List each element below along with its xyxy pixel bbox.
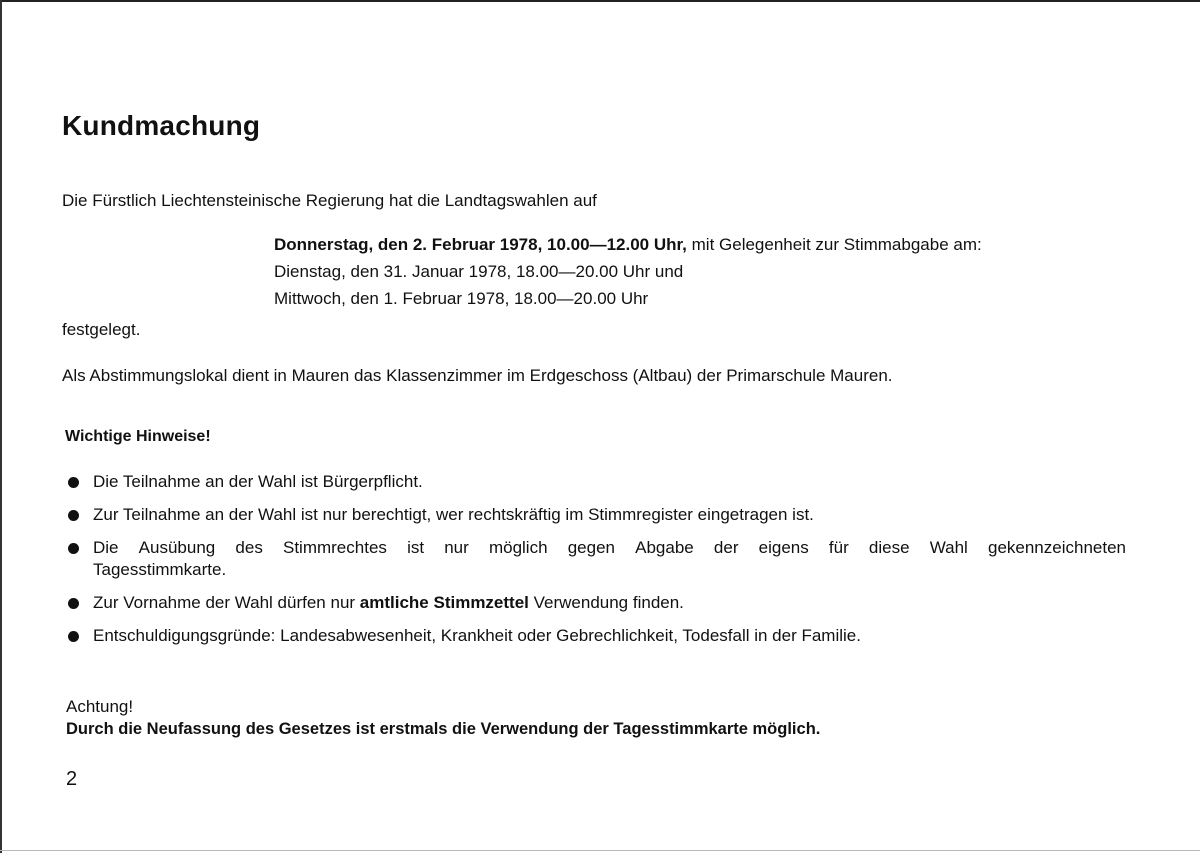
hint-item (66, 625, 1126, 647)
scan-edge-top (0, 0, 1200, 2)
bullet-dot-icon (68, 598, 79, 609)
attention-label: Achtung! (66, 697, 134, 716)
festgelegt-text: festgelegt. (62, 320, 141, 339)
scan-edge-left (0, 0, 2, 853)
hint-emphasis: amtliche Stimmzettel (359, 593, 529, 612)
hint-text-continued: Tagesstimmkarte. (93, 560, 227, 579)
polling-location-paragraph: Als Abstimmungslokal dient in Mauren das Klassenzimmer im Erdgeschoss (Altbau) der Primarschule Mauren. (62, 366, 893, 385)
scan-edge-bottom (0, 850, 1200, 851)
hint-item (66, 504, 1126, 526)
hint-text: Entschuldigungsgründe: Landesabwesenheit, Krankheit oder Gebrechlichkeit, Todesfall in der Familie. (93, 626, 861, 645)
bullet-dot-icon (68, 477, 79, 488)
hint-item (66, 537, 1126, 581)
early-vote-date-2: Mittwoch, den 1. Februar 1978, 18.00—20.00 Uhr (274, 289, 649, 308)
hint-text: Zur Vornahme der Wahl dürfen nur (93, 593, 360, 612)
page-number: 2 (66, 768, 78, 790)
document-title: Kundmachung (62, 110, 261, 141)
attention-notice: Durch die Neufassung des Gesetzes ist erstmals die Verwendung der Tagesstimmkarte möglich. (66, 720, 821, 738)
hint-item (66, 471, 1126, 493)
hint-text: Die Teilnahme an der Wahl ist Bürgerpflicht. (93, 472, 423, 491)
hint-text-justified: Die Ausübung des Stimmrechtes ist nur möglich gegen Abgabe der eigens für diese Wahl gekennzeichneten (93, 538, 1126, 557)
hint-text-tail: Verwendung finden. (528, 593, 684, 612)
election-date-rest: mit Gelegenheit zur Stimmabgabe am: (686, 235, 982, 254)
bullet-dot-icon (68, 631, 79, 642)
early-vote-date-1: Dienstag, den 31. Januar 1978, 18.00—20.00 Uhr und (274, 262, 684, 281)
hint-item (66, 592, 1126, 614)
bullet-dot-icon (68, 543, 79, 554)
election-main-date: Donnerstag, den 2. Februar 1978, 10.00—12.00 Uhr, (274, 235, 687, 254)
bullet-dot-icon (68, 510, 79, 521)
hint-text: Zur Teilnahme an der Wahl ist nur berechtigt, wer rechtskräftig im Stimmregister eingetragen ist. (93, 505, 814, 524)
hints-list (66, 471, 1126, 658)
election-date-line (274, 234, 982, 256)
intro-paragraph: Die Fürstlich Liechtensteinische Regierung hat die Landtagswahlen auf (62, 191, 597, 210)
hints-heading: Wichtige Hinweise! (65, 428, 211, 445)
